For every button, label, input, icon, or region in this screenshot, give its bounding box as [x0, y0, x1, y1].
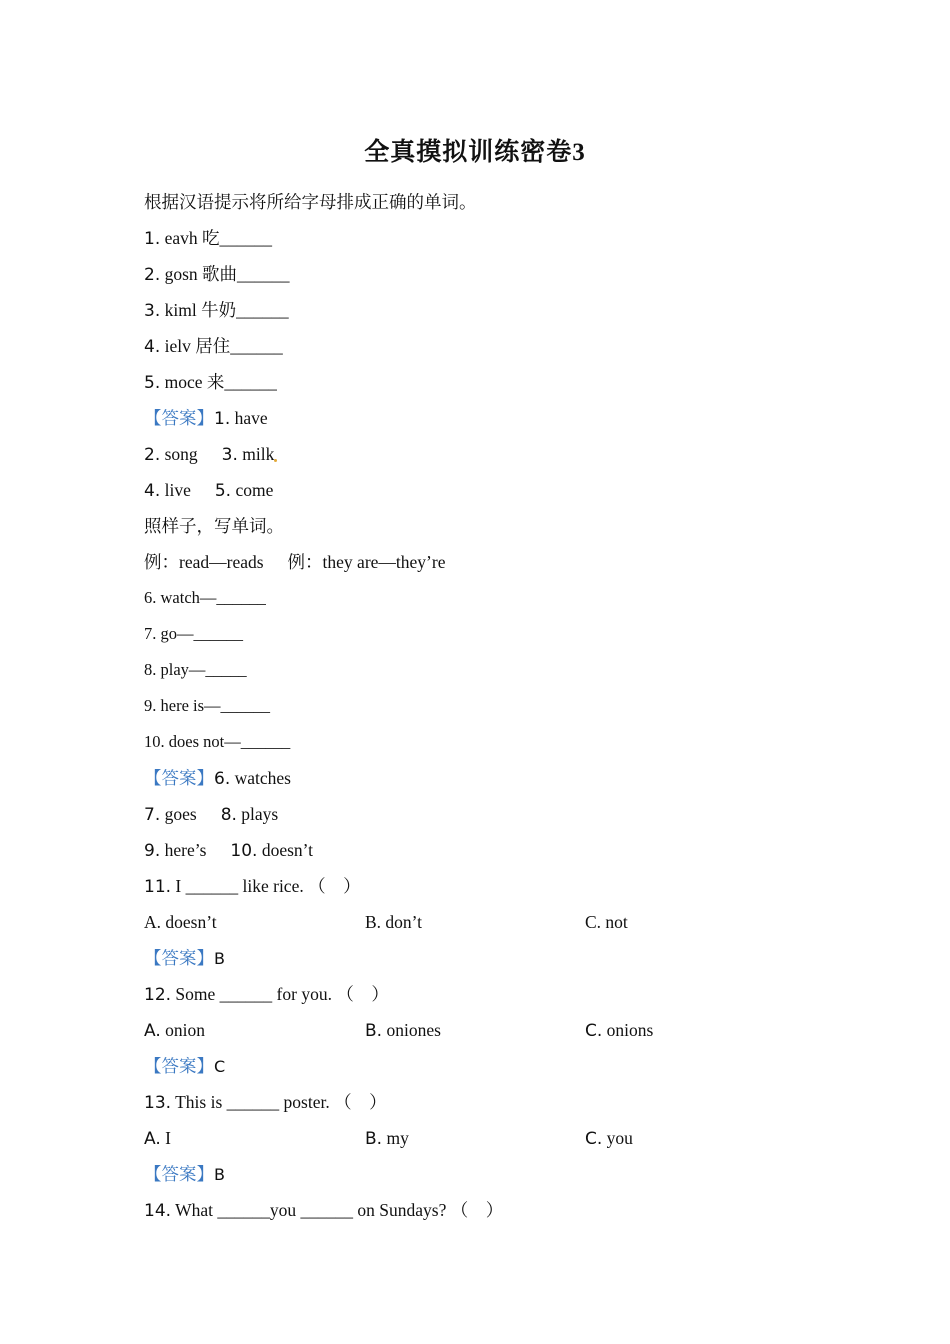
question-12-options	[144, 1012, 824, 1048]
answer-1-5-line3: 4. live 5. come	[144, 480, 274, 501]
answer-1-5-line1: 【答案】1. have	[144, 408, 268, 429]
question-11-options	[144, 904, 824, 940]
option-a: A. I	[144, 1128, 171, 1149]
answer-12: 【答案】C	[144, 1056, 226, 1076]
stray-mark	[274, 459, 277, 462]
answer-11: 【答案】B	[144, 948, 225, 968]
question-3: 3. kiml 牛奶______	[144, 300, 289, 321]
answer-6-10-line3: 9. here’s 10. doesn’t	[144, 840, 314, 861]
question-13-options	[144, 1120, 824, 1156]
answer-tag: 【答案】	[144, 948, 214, 968]
option-a: A. doesn’t	[144, 912, 217, 932]
answer-tag: 【答案】	[144, 408, 214, 428]
question-2: 2. gosn 歌曲______	[144, 264, 290, 285]
option-a: A. onion	[144, 1020, 205, 1041]
examples-line: 例：read—reads 例：they are—they’re	[144, 552, 446, 572]
question-12: 12. Some ______ for you. （ ）	[144, 984, 389, 1005]
option-c: C. not	[585, 912, 628, 932]
option-b: B. oniones	[365, 1020, 441, 1041]
option-c: C. you	[585, 1128, 633, 1149]
option-b: B. my	[365, 1128, 409, 1149]
option-b: B. don’t	[365, 912, 423, 932]
question-6: 6. watch—______	[144, 588, 266, 607]
document-body	[144, 184, 824, 1228]
section2-instruction: 照样子，写单词。	[144, 516, 284, 536]
option-c: C. onions	[585, 1020, 654, 1041]
question-7: 7. go—______	[144, 624, 243, 643]
question-10: 10. does not—______	[144, 732, 291, 751]
question-13: 13. This is ______ poster. （ ）	[144, 1092, 387, 1113]
page-title: 全真摸拟训练密卷3	[364, 139, 586, 166]
question-5: 5. moce 来______	[144, 372, 277, 393]
answer-1-5-line2: 2. song 3. milk	[144, 436, 824, 472]
answer-6-10-line1: 【答案】6. watches	[144, 768, 291, 789]
answer-13: 【答案】B	[144, 1164, 225, 1184]
answer-tag: 【答案】	[144, 1164, 214, 1184]
question-4: 4. ielv 居住______	[144, 336, 283, 357]
answer-6-10-line2: 7. goes 8. plays	[144, 804, 279, 825]
question-11: 11. I ______ like rice. （ ）	[144, 876, 361, 897]
question-1: 1. eavh 吃______	[144, 228, 273, 249]
question-9: 9. here is—______	[144, 696, 271, 715]
question-8: 8. play—_____	[144, 660, 247, 679]
question-14: 14. What ______you ______ on Sundays? （ ）	[144, 1200, 504, 1221]
answer-tag: 【答案】	[144, 768, 214, 788]
section1-instruction: 根据汉语提示将所给字母排成正确的单词。	[144, 192, 477, 212]
answer-tag: 【答案】	[144, 1056, 214, 1076]
